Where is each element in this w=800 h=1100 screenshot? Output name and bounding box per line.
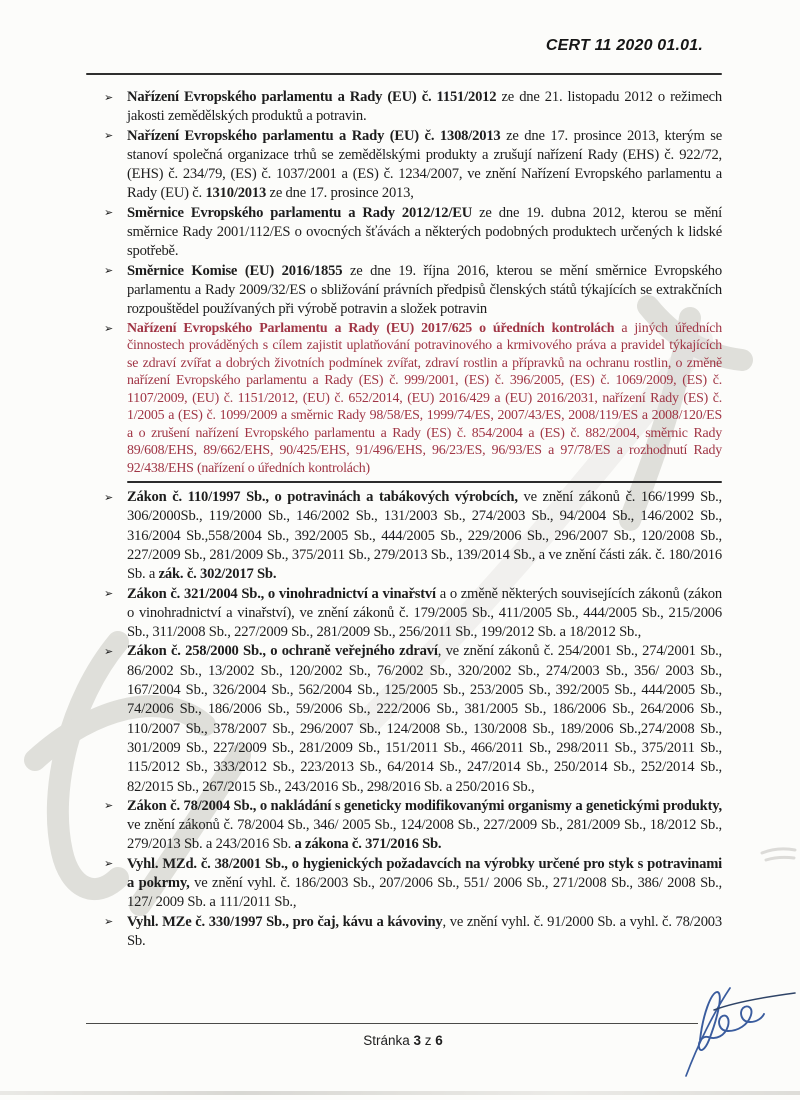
- text-segment: 6: [435, 1033, 443, 1048]
- content-area: [97, 88, 722, 951]
- header-rule: [86, 73, 722, 75]
- section-divider-rule: [127, 481, 722, 483]
- text-segment: ve znění vyhl. č. 186/2003 Sb., 207/2006 Sb., 551/ 2006 Sb., 271/2008 Sb., 386/ 2008 Sb., 127/ 2009 Sb. a 111/2011 Sb.,: [127, 875, 722, 911]
- list-item: [97, 88, 722, 127]
- bullet-text: [127, 127, 722, 204]
- text-segment: ve znění zákonů č. 78/2004 Sb., 346/ 2005 Sb., 124/2008 Sb., 227/2009 Sb., 281/2009 Sb., 18/2012 Sb., 279/2013 Sb. a 243/2016 Sb.: [127, 817, 722, 853]
- list-item: [97, 127, 722, 204]
- arrow-bullet-icon: ➢: [104, 799, 114, 813]
- text-segment: Vyhl. MZd. č. 38/2001 Sb., o hygienických požadavcích na výrobky určené pro styk s potravinami a pokrmy,: [127, 855, 722, 891]
- text-segment: a zákona č. 371/2016 Sb.: [294, 836, 442, 853]
- list-item: [97, 320, 722, 478]
- text-segment: Zákon č. 321/2004 Sb., o vinohradnictví a vinařství: [127, 585, 436, 602]
- bullet-text: [127, 585, 722, 643]
- text-segment: 3: [413, 1033, 421, 1048]
- text-segment: ze dne 17. prosince 2013,: [266, 185, 414, 202]
- list-item: [97, 488, 722, 584]
- text-segment: Nařízení Evropského Parlamentu a Rady (EU) 2017/625 o úředních kontrolách: [127, 320, 615, 336]
- footer-rule: [86, 1023, 698, 1024]
- list-item: [97, 797, 722, 855]
- section-divider-row: [97, 481, 722, 483]
- text-segment: ze dne 17. prosince 2013, kterým se stanoví společná organizace trhů se zemědělskými produkty a zrušují nařízení Rady (EHS) č. 922/72, (EHS) č. 234/79, (ES) č. 1037/2001 a (ES) č. 1234/2007, ve znění Nařízení Evropského parlamentu a Rady (EU) č.: [127, 127, 722, 202]
- text-segment: Zákon č. 258/2000 Sb., o ochraně veřejného zdraví: [127, 643, 438, 660]
- list-item: [97, 204, 722, 262]
- list-item: [97, 585, 722, 643]
- arrow-bullet-icon: ➢: [104, 206, 114, 220]
- text-segment: 1310/2013: [205, 185, 267, 202]
- bullet-text: [127, 262, 722, 320]
- arrow-bullet-icon: ➢: [104, 644, 114, 658]
- arrow-bullet-icon: ➢: [104, 490, 114, 504]
- list-item: [97, 262, 722, 320]
- text-segment: Zákon č. 78/2004 Sb., o nakládání s geneticky modifikovanými organismy a genetickými produkty,: [127, 797, 722, 814]
- bullet-text: [127, 320, 722, 478]
- bullet-text: [127, 488, 722, 584]
- text-segment: Nařízení Evropského parlamentu a Rady (EU) č. 1308/2013: [127, 127, 501, 144]
- list-item: [97, 642, 722, 796]
- text-segment: ze dne 21. listopadu 2012 o režimech jakosti zemědělských produktů a potravin.: [127, 89, 723, 125]
- text-segment: ze dne 19. dubna 2012, kterou se mění směrnice Rady 2001/112/ES o ovocných šťávách a některých podobných produktech určených k lidské spotřebě.: [127, 204, 722, 260]
- text-segment: a jiných úředních činnostech prováděných s cílem zajistit uplatňování potravinového a krmivového práva a pravidel týkajících se zdraví zvířat a dobrých životních podmínek zvířat, zdraví rostlin a přípravků na ochranu rostlin, o změně nařízení Evropského parlamentu a Rady (ES) č. 999/2001, (ES) č. 396/2005, (ES) č. 1069/2009, (ES) č. 1107/2009, (EU) č. 1151/2012, (EU) č. 652/2014, (EU) 2016/429 a (EU) 2016/2031, nařízení Rady (ES) č. 1/2005 a (ES) č. 1099/2009 a směrnic Rady 98/58/ES, 1999/74/ES, 2007/43/ES, 2008/119/ES a 2008/120/ES a o zrušení nařízení Evropského parlamentu a Rady (ES) č. 854/2004 a (ES) č. 882/2004, směrnic Rady 89/608/EHS, 89/662/EHS, 90/425/EHS, 91/496/EHS, 96/23/ES, 96/93/ES a 97/78/ES a rozhodnutí Rady 92/438/EHS (nařízení o úředních kontrolách): [127, 320, 722, 476]
- scan-artifact-band: [0, 1091, 800, 1095]
- text-segment: Vyhl. MZe č. 330/1997 Sb., pro čaj, kávu a kávoviny: [127, 913, 443, 930]
- text-segment: ve znění zákonů č. 166/1999 Sb., 306/2000Sb., 119/2000 Sb., 146/2002 Sb., 131/2003 Sb., 274/2003 Sb., 94/2004 Sb., 146/2002 Sb., 316/2004 Sb.,558/2004 Sb., 392/2005 Sb., 444/2005 Sb., 229/2006 Sb., 296/2007 Sb., 120/2008 Sb., 227/2009 Sb., 281/2009 Sb., 375/2011 Sb., 279/2013 Sb., 139/2014 Sb., a ve znění části zák. č. 180/2016 Sb. a: [127, 489, 722, 583]
- page-number-footer: [0, 1033, 800, 1048]
- text-segment: , ve znění vyhl. č. 91/2000 Sb. a vyhl. č. 78/2003 Sb.: [127, 913, 722, 949]
- text-segment: a o změně některých souvisejících zákonů (zákon o vinohradnictví a vinařství), ve znění zákonů č. 179/2005 Sb., 411/2005 Sb., 444/2005 Sb., 215/2006 Sb., 311/2008 Sb., 227/2009 Sb., 281/2009 Sb., 256/2011 Sb., 199/2012 Sb. a 18/2012 Sb.,: [127, 585, 723, 641]
- text-segment: , ve znění zákonů č. 254/2001 Sb., 274/2001 Sb., 86/2002 Sb., 13/2002 Sb., 120/2002 Sb., 76/2002 Sb., 320/2002 Sb., 274/2003 Sb., 356/ 2003 Sb., 167/2004 Sb., 326/2004 Sb., 562/2004 Sb., 125/2005 Sb., 253/2005 Sb., 392/2005 Sb., 444/2005 Sb., 74/2006 Sb., 186/2006 Sb., 59/2006 Sb., 222/2006 Sb., 381/2005 Sb., 186/2006 Sb., 264/2006 Sb., 110/2007 Sb., 378/2007 Sb., 296/2007 Sb., 124/2008 Sb., 130/2008 Sb., 189/2006 Sb.,274/2008 Sb., 301/2009 Sb., 227/2009 Sb., 281/2009 Sb., 151/2011 Sb., 466/2011 Sb., 298/2011 Sb., 375/2011 Sb., 115/2012 Sb., 333/2012 Sb., 223/2013 Sb., 64/2014 Sb., 247/2014 Sb., 250/2014 Sb., 252/2014 Sb., 82/2015 Sb., 267/2015 Sb., 243/2016 Sb., 298/2016 Sb. a 250/2016 Sb.,: [127, 643, 722, 795]
- text-segment: z: [421, 1033, 436, 1048]
- bullet-text: [127, 642, 722, 796]
- text-segment: zák. č. 302/2017 Sb.: [158, 566, 277, 583]
- bullet-list: [97, 88, 722, 951]
- bullet-text: [127, 855, 722, 913]
- document-code: CERT 11 2020 01.01.: [545, 37, 703, 54]
- list-item: [97, 913, 722, 952]
- text-segment: Směrnice Evropského parlamentu a Rady 2012/12/EU: [127, 204, 473, 221]
- list-item: [97, 855, 722, 913]
- bullet-text: [127, 88, 722, 127]
- arrow-bullet-icon: ➢: [104, 915, 114, 929]
- bullet-text: [127, 797, 722, 855]
- arrow-bullet-icon: ➢: [104, 90, 114, 104]
- bullet-text: [127, 204, 722, 262]
- arrow-bullet-icon: ➢: [104, 587, 114, 601]
- text-segment: Směrnice Komise (EU) 2016/1855: [127, 262, 343, 279]
- arrow-bullet-icon: ➢: [104, 129, 114, 143]
- bullet-text: [127, 913, 722, 952]
- arrow-bullet-icon: ➢: [104, 857, 114, 871]
- arrow-bullet-icon: ➢: [104, 322, 114, 336]
- text-segment: Stránka: [363, 1033, 414, 1048]
- arrow-bullet-icon: ➢: [104, 264, 114, 278]
- text-segment: Nařízení Evropského parlamentu a Rady (EU) č. 1151/2012: [127, 89, 497, 105]
- text-segment: Zákon č. 110/1997 Sb., o potravinách a tabákových výrobcích,: [127, 489, 518, 506]
- text-segment: ze dne 19. října 2016, kterou se mění směrnice Evropského parlamentu a Rady 2009/32/ES o sbližování právních předpisů členských států týkajících se extrakčních rozpouštědel používaných při výrobě potravin a složek potravin: [127, 262, 722, 318]
